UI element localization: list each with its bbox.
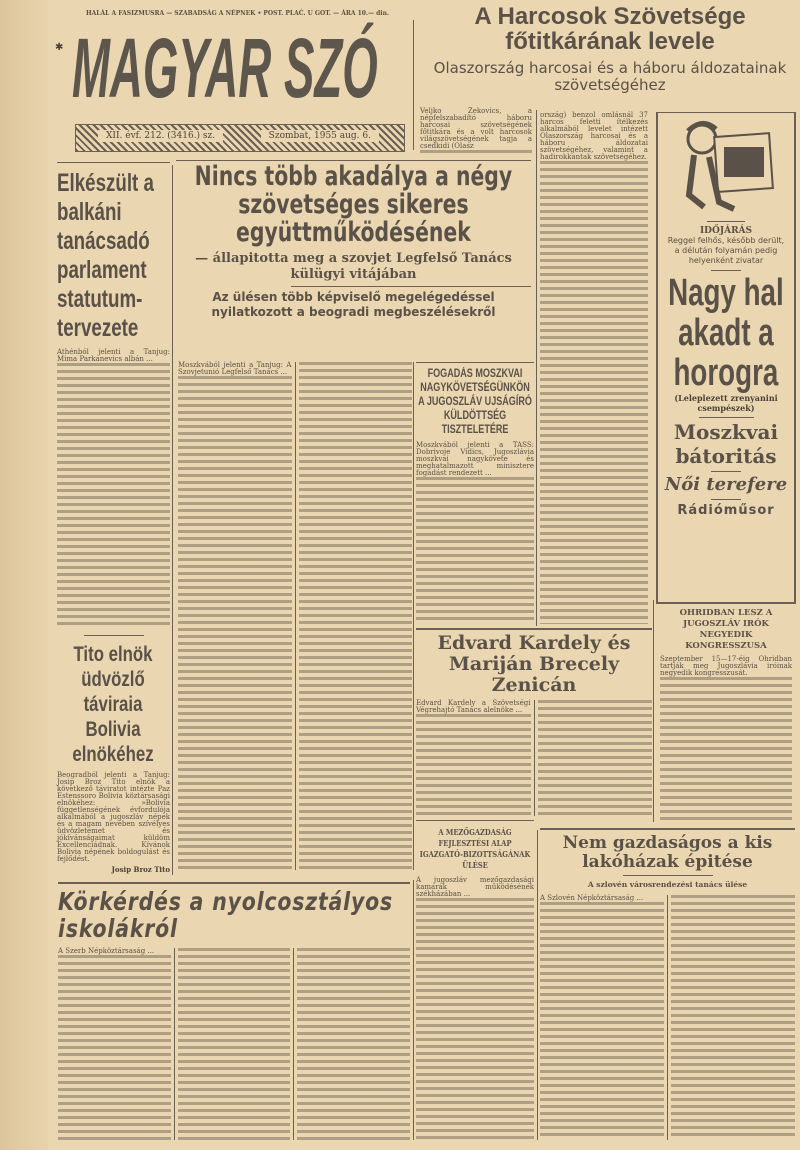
balkan-lead: Athénból jelenti a Tanjug: Mima Parkanevics albán ... [57,348,170,363]
teaser-radio[interactable]: Rádióműsor [677,503,775,518]
harcosok-lead: Veljko Zekovics, a népfelszabadító háboru harcosai szövetségének főtitkára és a volt harcosok világszövetségének tagja a csedkidi (Olasz [420,107,532,150]
main-body-col2 [299,362,413,870]
fogadas-lead: Moszkvából jelenti a TASS: Dobrivoje Vidics, Jugoszlávia moszkvai nagykövete és meghatalmazott minisztere fogadást rendezett ... [416,441,534,477]
main-subtitle: — állapitotta meg a szovjet Legfelső Tanács külügyi vitájában [195,251,512,282]
page-margin [0,0,48,1150]
masthead-title-wrap [72,21,412,122]
main-lead: Moszkvából jelenti a Tanjug: A Szovjetunió Legfelső Tanács ... [178,361,292,376]
kardely-lead: Edvard Kardely a Szövetségi Végrehajtó Tanács alelnöke ... [416,699,531,714]
ohrid-lead: Szeptember 15—17-éig Ohridban tartják meg Jugoszlávia iróinak negyedik kongresszusát. [660,655,792,677]
korkerdes-body-col2 [178,948,291,1140]
korkerdes-headline: Körkérdés a nyolcosztályos iskolákról [58,887,394,943]
weather-forecast: Reggel felhős, később derült, a délután folyamán pedig helyenként zivatar [667,236,785,265]
kardely-headline: Edvard Kardely és Mariján Brecely Zenicán [437,632,631,696]
masthead-bar [75,124,405,152]
issue-number: XII. évf. 212. (3416.) sz. [98,130,223,142]
lakohaz-headline: Nem gazdaságos a kis lakóházak épitése [562,833,773,872]
lakohaz-deck: A szlovén városrendezési tanács ülése [587,880,748,889]
sidebar-box [656,112,796,602]
lakohaz-body-col2 [671,895,795,1140]
mezogazdasag-headline: A MEZŐGAZDASÁG FEJLESZTÉSI ALAP IGAZGATÓ-BIZOTTSÁGÁNAK ÜLÉSE [419,828,531,871]
teaser-noi-terefere[interactable]: Női terefere [664,474,788,495]
teaser-moszkvai[interactable]: Moszkvai bátoritás [673,420,779,468]
fogadas-headline: FOGADÁS MOSZKVAI NAGYKÖVETSÉGÜNKÖN A JUGOSZLÁV UJSÁGÍRÓ KÜLDÖTTSÉG TISZTELETÉRE [418,368,532,436]
kardely-body-col2 [538,700,653,816]
harcosok-subtitle: Olaszország harcosai és a háboru áldozatainak szövetségéhez [433,59,787,94]
teaser-nagy-hal[interactable]: Nagy hal akadt a horogra [668,272,784,394]
issue-date: Szombat, 1955 aug. 6. [261,130,379,142]
ohrid-headline: OHRIDBAN LESZ A JUGOSZLÁV IRÓK NEGYEDIK KONGRESSZUSA [679,608,773,651]
korkerdes-body-col3 [297,948,410,1140]
mezogazdasag-lead: A jugoszláv mezőgazdasági kamarák működésének székházában ... [416,876,534,898]
tito-signature: Josip Broz Tito [111,865,170,874]
lakohaz-lead: A Szlovén Népköztársaság ... [540,895,664,902]
harcosok-lead-2: ország) benzol omlásnál 37 harcos feletti ítélkezés alkalmából levelet intézett Olaszország harcosai és a háboru áldozatai szövetségéhez, valamint a hadirokkantak szövetségéhez. [540,111,648,161]
weather-label: IDŐJÁRÁS [699,226,753,236]
korkerdes-lead: A Szerb Népköztársaság ... [58,948,171,955]
harcosok-headline: A Harcosok Szövetsége főtitkárának levele [474,3,746,55]
cartoon-newsboy-icon [674,117,779,217]
balkan-headline: Elkészült a balkáni tanácsadó parlament statutum-tervezete [57,169,154,342]
tito-headline: Tito elnök üdvözlő táviraia Bolivia elnökéhez [72,643,154,766]
main-headline: Nincs több akadálya a négy szövetséges sikeres együttműködésének [194,161,513,248]
teaser-nagy-hal-wrap [658,273,794,393]
star-icon: ✱ [55,42,64,53]
masthead-slogan: HALÁL A FASIZMUSRA — SZABADSÁG A NÉPNEK • POST. PLAĆ. U GOT. — ÁRA 10.— din. [85,10,390,17]
main-deck: Az ülésen több képviselő megelégedéssel nyilatkozott a beogradi megbeszélésekről [211,290,496,319]
masthead-title: MAGYAR SZÓ [72,21,378,116]
teaser-nagy-hal-sub: (Leleplezett zrenyanini csempészek) [674,393,778,413]
tito-body: Beogradból jelenti a Tanjug: Josip Broz Tito elnök a következő táviratot intézte Paz Estenssoro Bolivia köztársasági elnökéhez: »Bolivia függetlenségének évfordulója alkalmából a jugoszláv népek és a magam nevében szívélyes üdvözletemet és jókívánságaimat küldöm Excellenciádnak. Kívánok Bolivia népének boldogulást és fejlődést. [57,771,170,863]
